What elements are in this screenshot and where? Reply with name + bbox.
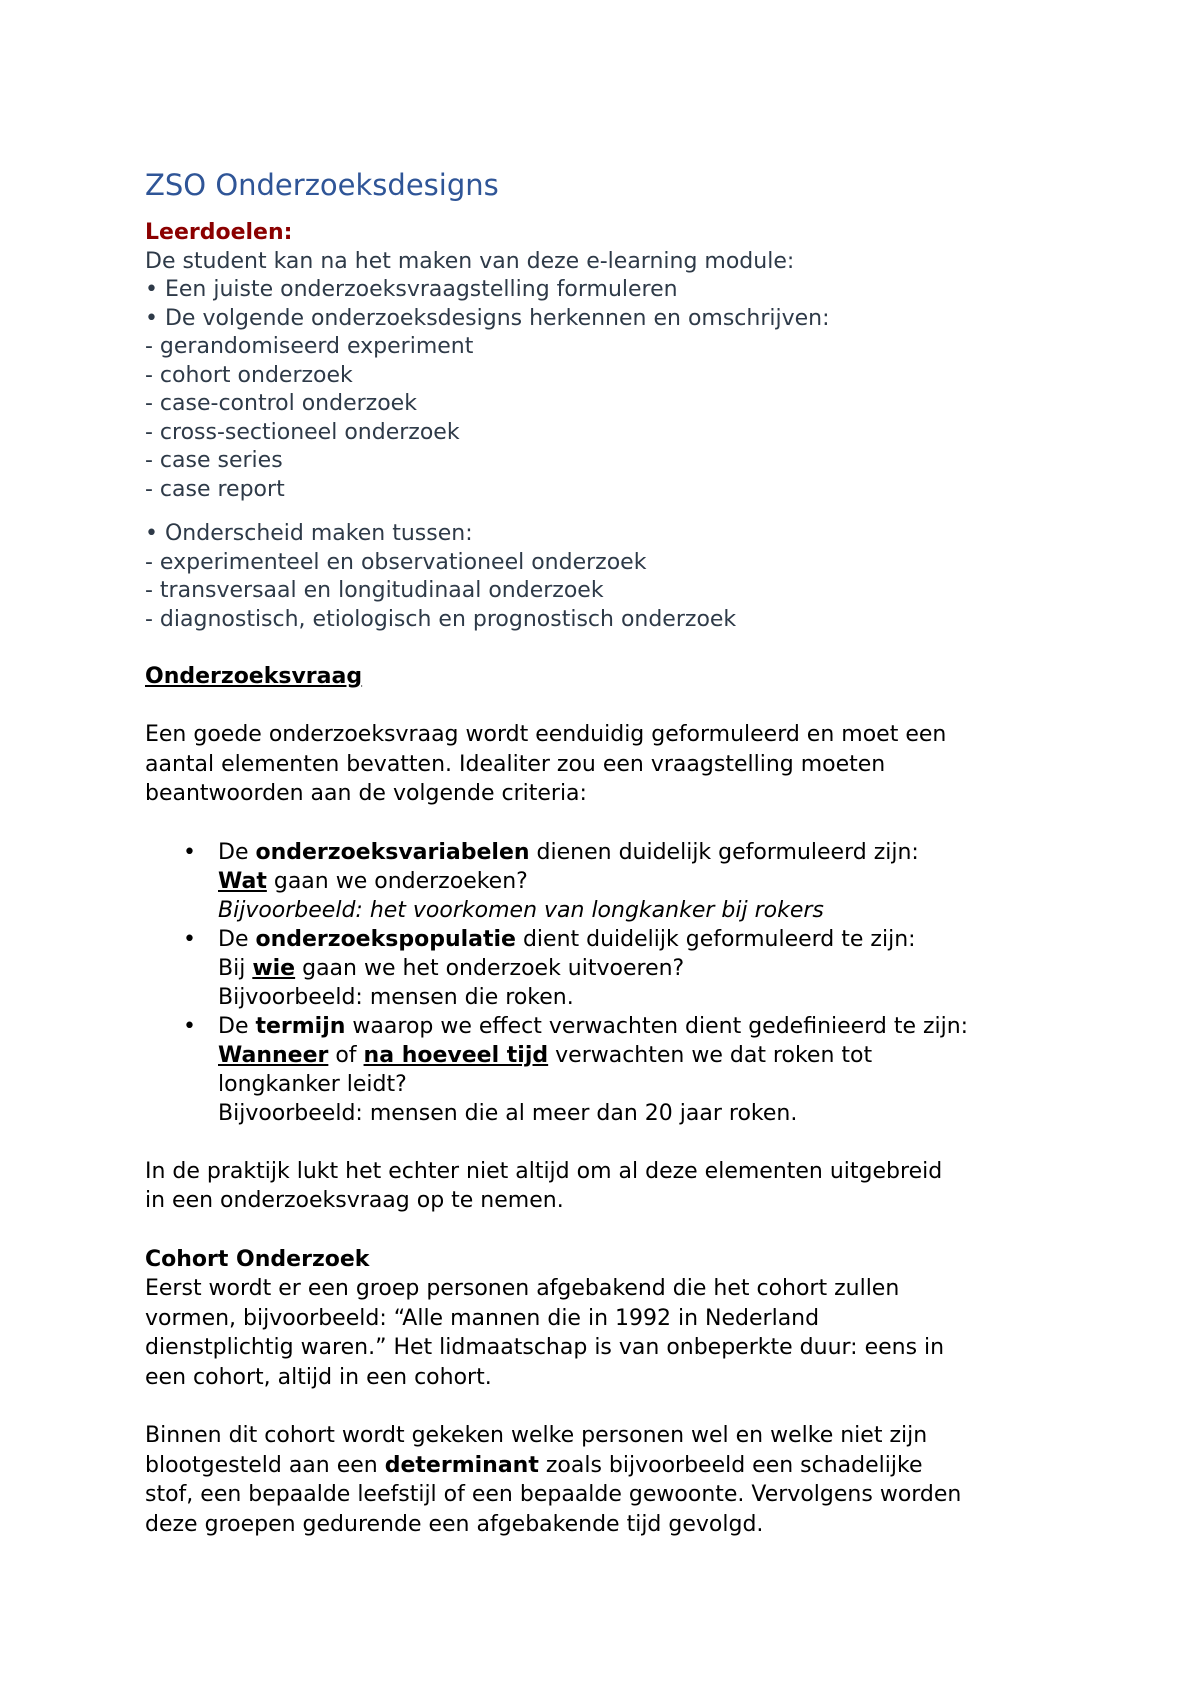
research-question-heading: Onderzoeksvraag [145,664,363,689]
paragraph-line: aantal elementen bevatten. Idealiter zou een vraagstelling moeten [145,751,886,777]
bullet-icon: • [183,839,196,865]
research-question-intro [145,720,1085,809]
cohort-paragraph-1 [145,1274,1085,1392]
paragraph-line: dienstplichtig waren.” Het lidmaatschap is van onbeperkte duur: eens in [145,1335,945,1360]
bullet-icon: • [183,1013,196,1039]
distinction-item: - diagnostisch, etiologisch en prognostisch onderzoek [145,606,737,632]
paragraph-line: vormen, bijvoorbeeld: “Alle mannen die in 1992 in Nederland [145,1305,820,1331]
design-item: - gerandomiseerd experiment [145,334,474,359]
paragraph-line: blootgesteld aan een determinant zoals bijvoorbeeld een schadelijke [145,1452,923,1478]
document-body [145,165,1085,1539]
design-item: - cohort onderzoek [145,362,353,388]
paragraph-line: Eerst wordt er een groep personen afgebakend die het cohort zullen [145,1276,900,1301]
design-item: - case report [145,476,285,502]
design-item: - case series [145,448,283,473]
design-item: - cross-sectioneel onderzoek [145,419,460,445]
learning-goals-intro: De student kan na het maken van deze e-learning module: [145,248,795,274]
cohort-paragraph-2 [145,1421,1085,1539]
goal-bullet: • De volgende onderzoeksdesigns herkennen en omschrijven: [145,305,830,331]
goal-bullet: • Onderscheid maken tussen: [145,521,473,546]
example-text: Bijvoorbeeld: mensen die al meer dan 20 jaar roken. [218,1100,798,1126]
example-text: Bijvoorbeeld: mensen die roken. [218,984,574,1010]
paragraph-line: In de praktijk lukt het echter niet altijd om al deze elementen uitgebreid [145,1158,943,1184]
bullet-icon: • [183,926,196,952]
example-text: Bijvoorbeeld: het voorkomen van longkanker bij rokers [218,897,824,923]
learning-goals [145,219,1085,634]
design-item: - case-control onderzoek [145,391,417,416]
paragraph-line: stof, een bepaalde leefstijl of een bepaalde gewoonte. Vervolgens worden [145,1482,962,1507]
paragraph-line: Een goede onderzoeksvraag wordt eenduidig geformuleerd en moet een [145,722,947,747]
paragraph-line: een cohort, altijd in een cohort. [145,1364,492,1390]
criteria-item: • De termijn waarop we effect verwachten dient gedefinieerd te zijn: Wanneer of na hoeveel tijd verwachten we dat roken tot longkanker leidt? Bijvoorbeeld: mensen die al meer dan 20 jaar roken. [145,1012,1085,1128]
criteria-item: • De onderzoeksvariabelen dienen duidelijk geformuleerd zijn: Wat gaan we onderzoeken? Bijvoorbeeld: het voorkomen van longkanker bij rokers [145,838,1085,925]
criteria-item: • De onderzoekspopulatie dient duidelijk geformuleerd te zijn: Bij wie gaan we het onderzoek uitvoeren? Bijvoorbeeld: mensen die roken. [145,925,1085,1012]
cohort-heading: Cohort Onderzoek [145,1246,370,1272]
criteria-list [145,838,1085,1128]
paragraph-line: Binnen dit cohort wordt gekeken welke personen wel en welke niet zijn [145,1423,928,1448]
paragraph-line: beantwoorden aan de volgende criteria: [145,781,587,806]
distinction-item: - experimenteel en observationeel onderzoek [145,549,647,575]
goal-bullet: • Een juiste onderzoeksvraagstelling formuleren [145,277,678,302]
distinction-item: - transversaal en longitudinaal onderzoek [145,578,604,603]
research-question-outro [145,1157,1085,1216]
document-title: ZSO Onderzoeksdesigns [145,168,499,202]
paragraph-line: in een onderzoeksvraag op te nemen. [145,1188,564,1213]
learning-goals-heading: Leerdoelen: [145,220,293,245]
paragraph-line: deze groepen gedurende een afgebakende tijd gevolgd. [145,1511,764,1537]
